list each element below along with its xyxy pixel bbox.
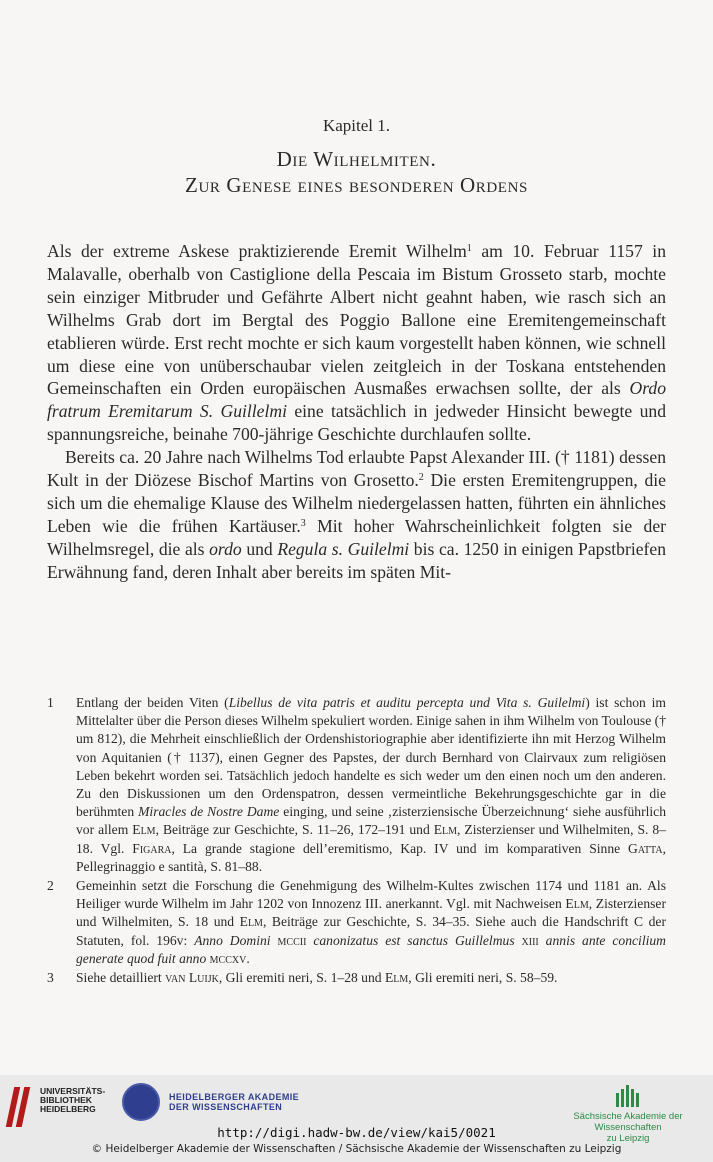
roman-numeral: xiii [521, 932, 539, 948]
author-name: Gatta [628, 840, 663, 856]
text-run: Die ersten Eremitengruppen, die sich um die ehemalige Klause des Wilhelm niedergelassen hatten, führten ein ähnliches Leben wie die frühen Kartäuser. [47, 470, 666, 536]
text-run: Als der extreme Askese praktizierende Eremit Wilhelm [47, 241, 467, 261]
footnote-number: 2 [47, 878, 54, 894]
text-run: am 10. Februar 1157 in Malavalle, oberhalb von Castiglione della Pescaia im Bistum Grosseto starb, mochte sein einziger Mitbruder und Gefährte Albert nicht geahnt haben, wie rasch sich an Wilhelms Grab dort im Bergtal des Poggio Ballone eine Eremitengemeinschaft etablieren würde. Erst recht mochte er sich kaum vorgestellt haben können, wie schnell um diese eine von unüberschaubar vielen zeitgleich in der Toskana entstehenden Gemeinschaften ein Orden europäischen Ausmaßes erwachsen sollte, der als [47, 241, 666, 399]
footnote-number: 1 [47, 695, 54, 710]
text-run: Siehe detailliert [76, 970, 166, 986]
text-run: Entlang der beiden Viten ( [76, 695, 229, 710]
italic-run: Miracles de Nostre Dame [138, 804, 280, 820]
chapter-title-line-1: Die Wilhelmiten. [276, 147, 437, 171]
footnote-ref-1: 1 [466, 243, 472, 254]
paragraph-2 [47, 446, 666, 583]
roman-numeral: mccii [277, 932, 307, 948]
italic-run: Regula s. Guilelmi [277, 538, 410, 559]
text-run: und [241, 538, 278, 559]
building-icon [615, 1083, 641, 1107]
saw-line: zu Leipzig [606, 1133, 650, 1144]
italic-run: Ordo fratrum Eremitarum S. Guillelmi [47, 378, 666, 422]
text-run: , Zisterzienser und Wilhelmiten, S. 8–18. Vgl. [76, 822, 666, 856]
text-run: Gemeinhin setzt die Forschung die Genehmigung des Wilhelm-Kultes zwischen 1174 und 1181 an. Als Heiliger wurde Wilhelm im Jahr 1202 von Innozenz III. anerkannt. Vgl. mit Nachweisen [76, 878, 666, 912]
author-name: Figara [132, 840, 172, 856]
ub-line: HEIDELBERG [40, 1104, 96, 1114]
text-run: bis ca. 1250 in einigen Papstbriefen Erwähnung fand, deren Inhalt aber bereits im späten Mit- [47, 538, 666, 582]
italic-run: Anno Domini [194, 932, 278, 948]
text-run: , Gli eremiti neri, S. 58–59. [408, 970, 558, 986]
hadw-seal-icon [122, 1083, 160, 1121]
text-run: . [246, 950, 250, 966]
text-run: eine tatsächlich in jedweder Hinsicht bewegte und spannungsreiche, beinahe 700-jährige Geschichte durchlaufen sollte. [47, 401, 666, 445]
footnote-1 [47, 694, 666, 876]
author-name: Elm [384, 970, 409, 986]
footnote-number: 3 [47, 970, 54, 986]
permalink-url[interactable]: http://digi.hadw-bw.de/view/kai5/0021 [217, 1125, 496, 1140]
italic-run: annis ante concilium generate quod fuit anno [76, 932, 666, 966]
hadw-logo-text [169, 1092, 299, 1113]
footnotes [47, 694, 666, 987]
copyright-notice: © Heidelberger Akademie der Wissenschaften / Sächsische Akademie der Wissenschaften zu Leipzig [91, 1143, 622, 1155]
text-run: , Beiträge zur Geschichte, S. 34–35. Siehe auch die Handschrift C der Statuten, fol. 196v: [76, 914, 666, 948]
italic-run: ordo [209, 538, 242, 559]
text-run: , Pellegrinaggio e santità, S. 81–88. [76, 840, 666, 874]
ub-line: BIBLIOTHEK [40, 1095, 92, 1105]
ub-line: UNIVERSITÄTS- [40, 1086, 106, 1096]
author-name: Elm [239, 914, 263, 930]
text-run: , La grande stagione dell’eremitismo, Kap. IV und im komparativen Sinne [171, 840, 629, 856]
italic-run: canonizatus est sanctus Guillelmus [306, 932, 522, 948]
text-run: , Beiträge zur Geschichte, S. 11–26, 172–191 und [155, 822, 434, 838]
ub-logo-icon [8, 1087, 32, 1125]
text-run: einging, und seine ‚zisterziensische Überzeichnung‘ siehe ausführlich vor allem [76, 804, 667, 838]
author-name: Elm [132, 822, 156, 838]
footnote-2 [47, 877, 666, 968]
chapter-label: Kapitel 1. [322, 116, 391, 135]
hadw-logo[interactable] [122, 1083, 299, 1121]
ub-heidelberg-logo[interactable] [8, 1087, 105, 1125]
paragraph-1 [47, 240, 666, 446]
footnote-ref-3: 3 [300, 517, 306, 529]
hadw-line: DER WISSENSCHAFTEN [169, 1102, 283, 1112]
author-name: Elm [565, 896, 589, 912]
hadw-line: HEIDELBERGER AKADEMIE [169, 1091, 300, 1102]
text-run: Bereits ca. 20 Jahre nach Wilhelms Tod erlaubte Papst Alexander III. († 1181) dessen Kult in der Diözese Bischof Martins von Grosetto. [47, 447, 666, 491]
italic-run: Libellus de vita patris et auditu percepta und Vita s. Guilelmi [228, 695, 586, 710]
chapter-title-line-2: Zur Genese eines besonderen Ordens [185, 173, 528, 197]
saw-line: Sächsische Akademie der Wissenschaften [573, 1111, 683, 1133]
footnote-ref-2: 2 [418, 472, 424, 484]
ub-logo-text [40, 1087, 105, 1114]
text-run: , Zisterzienser und Wilhelmiten, S. 18 und [76, 896, 666, 930]
text-run: ) ist schon im Mittelalter über die Person dieses Wilhelm spekuliert worden. Einige sahen in ihm Wilhelm von Toulouse († um 812), die Mehrheit einschließlich der Ordenshistoriographie aber identifizierte ihn mit Herzog Wilhelm von Aquitanien († 1137), einen Gegner des Papstes, der durch Bernhard von Clairvaux zum religiösen Leben bekehrt worden sei. Tatsächlich jedoch handelte es sich weder um den einen noch um den anderen. Zu den Diskussionen um den Ordenspatron, dessen vermeintliche Bekehrungsgeschichte gar in die berühmten [76, 695, 666, 820]
footnote-3 [47, 969, 666, 987]
author-name: van Luijk [165, 970, 219, 986]
main-text [47, 240, 666, 584]
text-run: , Gli eremiti neri, S. 1–28 und [218, 970, 385, 986]
author-name: Elm [433, 822, 458, 838]
roman-numeral: mccxv [209, 950, 247, 966]
text-run: Mit hoher Wahrscheinlichkeit folgten sie der Wilhelmsregel, die als [47, 515, 666, 559]
